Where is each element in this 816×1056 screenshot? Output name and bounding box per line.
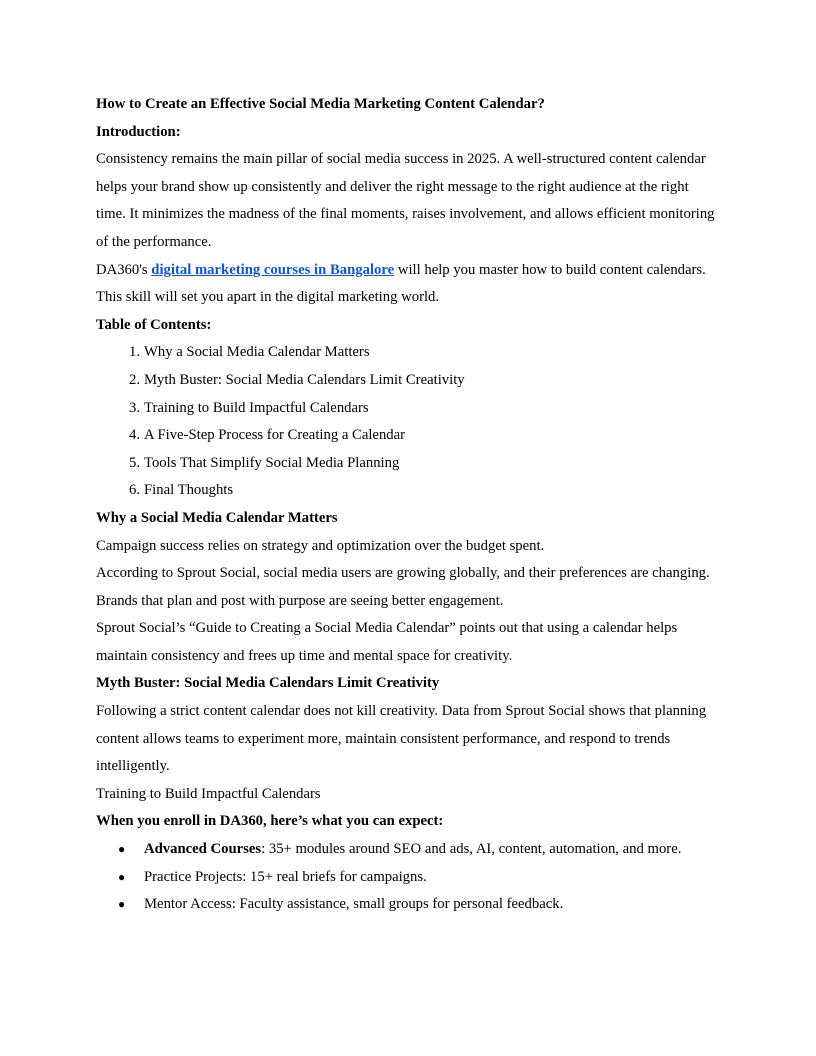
list-item-text: Practice Projects: 15+ real briefs for campaigns. bbox=[144, 868, 427, 885]
list-item-bold: Advanced Courses bbox=[144, 841, 262, 858]
toc-item bbox=[128, 477, 720, 505]
promo-prefix: DA360's bbox=[96, 261, 152, 278]
intro-paragraph: Consistency remains the main pillar of social media success in 2025. A well-structured content calendar helps your brand show up consistently and deliver the right message to the right audience at the right time. It minimizes the madness of the final moments, raises involvement, and allows efficient monitoring of the performance. bbox=[96, 151, 715, 250]
list-item-text: Mentor Access: Faculty assistance, small groups for personal feedback. bbox=[144, 896, 564, 913]
toc-item-number: 4. bbox=[128, 427, 140, 444]
toc-item-number: 2. bbox=[128, 371, 140, 388]
section-heading-calendar-matters: Why a Social Media Calendar Matters bbox=[96, 509, 338, 526]
toc-item-text: A Five-Step Process for Creating a Calendar bbox=[144, 427, 406, 444]
section-heading-training: Training to Build Impactful Calendars bbox=[96, 785, 321, 802]
toc-item-number: 6. bbox=[128, 482, 140, 499]
toc-item-number: 3. bbox=[128, 399, 140, 416]
list-item bbox=[118, 836, 720, 864]
list-item bbox=[118, 864, 720, 892]
toc-item-number: 1. bbox=[128, 344, 140, 361]
intro-heading: Introduction: bbox=[96, 123, 181, 140]
section1-paragraph: Campaign success relies on strategy and optimization over the budget spent. bbox=[96, 537, 545, 554]
toc-item bbox=[128, 422, 720, 450]
document-page bbox=[96, 91, 720, 919]
section1-paragraph: Sprout Social’s “Guide to Creating a Social Media Calendar” points out that using a calendar helps maintain consistency and frees up time and mental space for creativity. bbox=[96, 620, 678, 664]
section3-subheading: When you enroll in DA360, here’s what you can expect: bbox=[96, 813, 444, 830]
promo-suffix: will help you master how to build content calendars. This skill will set you apart in the digital marketing world. bbox=[96, 261, 706, 306]
toc-item-text: Training to Build Impactful Calendars bbox=[144, 399, 369, 416]
toc-item-text: Myth Buster: Social Media Calendars Limit Creativity bbox=[144, 371, 465, 388]
toc-item-text: Final Thoughts bbox=[144, 482, 234, 499]
toc-item bbox=[128, 450, 720, 478]
toc-item-text: Why a Social Media Calendar Matters bbox=[144, 344, 370, 361]
toc-item bbox=[128, 395, 720, 423]
section-heading-myth-buster: Myth Buster: Social Media Calendars Limit Creativity bbox=[96, 675, 440, 692]
toc-item bbox=[128, 367, 720, 395]
bullet-icon: ● bbox=[118, 869, 126, 884]
section2-paragraph: Following a strict content calendar does not kill creativity. Data from Sprout Social shows that planning content allows teams to experiment more, maintain consistent performance, and respond to trends intelligently. bbox=[96, 703, 707, 775]
promo-paragraph bbox=[96, 257, 720, 312]
list-item-text: : 35+ modules around SEO and ads, AI, content, automation, and more. bbox=[261, 841, 682, 858]
toc-heading: Table of Contents: bbox=[96, 316, 212, 333]
bullet-icon: ● bbox=[118, 842, 126, 857]
toc-item-text: Tools That Simplify Social Media Planning bbox=[144, 454, 400, 471]
toc-item bbox=[128, 339, 720, 367]
courses-link[interactable]: digital marketing courses in Bangalore bbox=[151, 261, 395, 278]
benefits-list bbox=[96, 836, 720, 919]
document-title: How to Create an Effective Social Media Marketing Content Calendar? bbox=[96, 96, 545, 112]
list-item bbox=[118, 891, 720, 919]
section1-paragraph: According to Sprout Social, social media users are growing globally, and their preferences are changing. Brands that plan and post with purpose are seeing better engagement. bbox=[96, 565, 710, 609]
bullet-icon: ● bbox=[118, 897, 126, 912]
toc-list bbox=[96, 339, 720, 505]
toc-item-number: 5. bbox=[128, 454, 140, 471]
